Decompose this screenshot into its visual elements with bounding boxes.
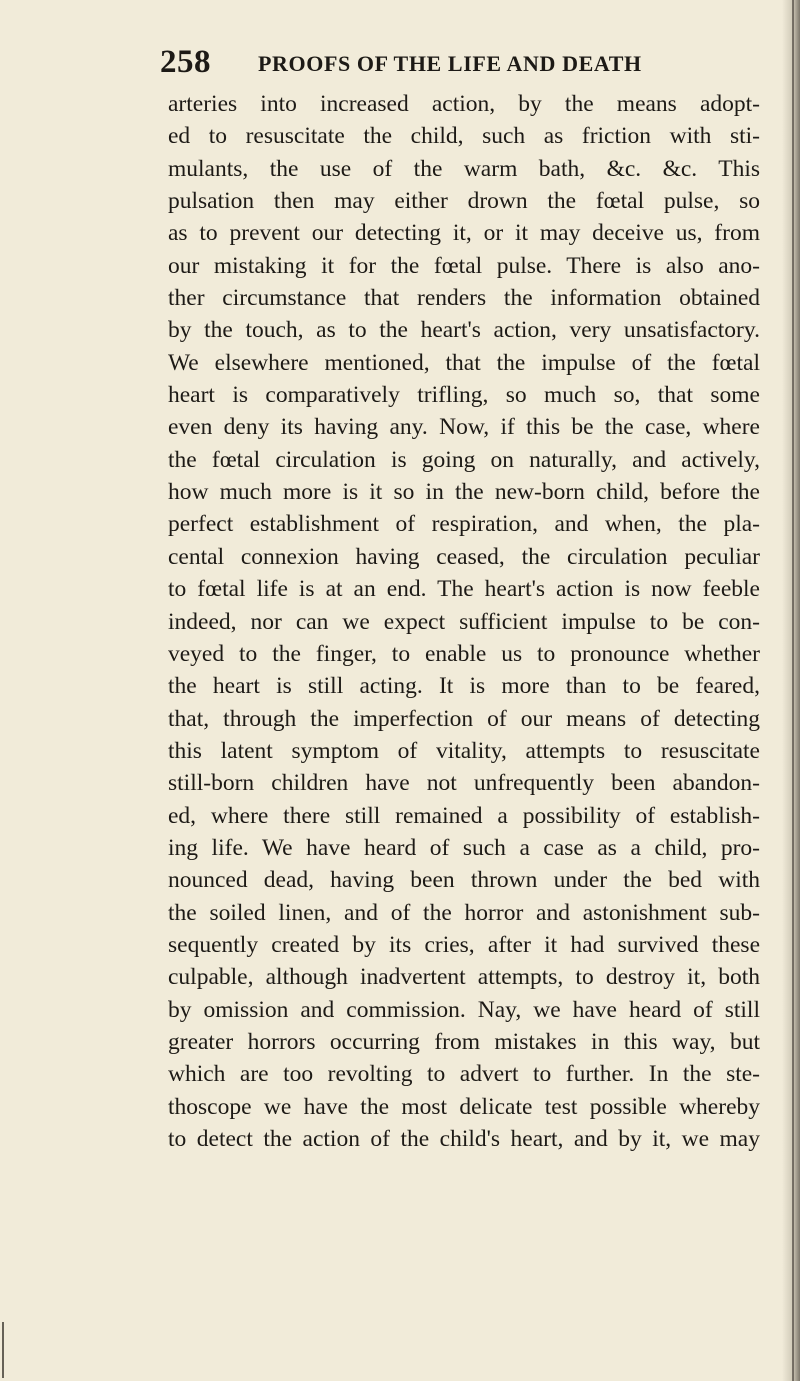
running-title: PROOFS OF THE LIFE AND DEATH xyxy=(258,51,642,76)
text-line: pulsation then may either drown the fœtal pulse, so xyxy=(168,188,760,215)
scan-corner-mark xyxy=(2,1322,4,1378)
text-line: by omission and commission. Nay, we have heard of still xyxy=(168,996,760,1023)
page-edge-line xyxy=(792,0,794,1381)
page-number: 258 xyxy=(160,44,211,80)
text-line: ther circumstance that renders the information obtained xyxy=(168,285,760,312)
text-line: indeed, nor can we expect sufficient impulse to be con- xyxy=(168,608,760,635)
text-line: as to prevent our detecting it, or it may deceive us, from xyxy=(168,220,760,247)
text-line: arteries into increased action, by the means adopt- xyxy=(168,91,760,117)
text-line: this latent symptom of vitality, attempts to resuscitate xyxy=(168,737,760,764)
text-line: sequently created by its cries, after it had survived these xyxy=(168,931,760,958)
text-line: to fœtal life is at an end. The heart's action is now feeble xyxy=(168,576,760,603)
text-line: still-born children have not unfrequently been abandon- xyxy=(168,770,760,797)
text-line: greater horrors occurring from mistakes in this way, but xyxy=(168,1028,760,1055)
page-edge-shadow xyxy=(782,0,800,1381)
text-line: thoscope we have the most delicate test possible whereby xyxy=(168,1093,760,1120)
text-line: by the touch, as to the heart's action, very unsatisfactory. xyxy=(168,317,760,344)
text-line: culpable, although inadvertent attempts, to destroy it, both xyxy=(168,964,760,991)
text-line: even deny its having any. Now, if this be the case, where xyxy=(168,414,760,441)
text-line: that, through the imperfection of our means of detecting xyxy=(168,705,760,732)
text-line: the soiled linen, and of the horror and astonishment sub- xyxy=(168,899,760,926)
text-line: the fœtal circulation is going on naturally, and actively, xyxy=(168,446,760,473)
text-line: the heart is still acting. It is more than to be feared, xyxy=(168,673,760,700)
text-line: nounced dead, having been thrown under the bed with xyxy=(168,867,760,894)
text-line: mulants, the use of the warm bath, &c. &c. This xyxy=(168,155,760,182)
text-line: ed to resuscitate the child, such as friction with sti- xyxy=(168,123,760,150)
text-line: cental connexion having ceased, the circulation peculiar xyxy=(168,543,760,570)
text-line: ing life. We have heard of such a case as a child, pro- xyxy=(168,834,760,861)
body-text xyxy=(168,88,760,1155)
text-line: ed, where there still remained a possibility of establish- xyxy=(168,802,760,829)
text-line: We elsewhere mentioned, that the impulse of the fœtal xyxy=(168,349,760,376)
text-line: veyed to the finger, to enable us to pronounce whether xyxy=(168,640,760,667)
text-line: our mistaking it for the fœtal pulse. There is also ano- xyxy=(168,252,760,279)
text-line: how much more is it so in the new-born child, before the xyxy=(168,479,760,506)
text-line: to detect the action of the child's heart, and by it, we may xyxy=(168,1126,760,1152)
text-line: perfect establishment of respiration, and when, the pla- xyxy=(168,511,760,538)
text-line: heart is comparatively trifling, so much so, that some xyxy=(168,382,760,409)
running-head xyxy=(160,42,768,82)
text-line: which are too revolting to advert to further. In the ste- xyxy=(168,1061,760,1088)
